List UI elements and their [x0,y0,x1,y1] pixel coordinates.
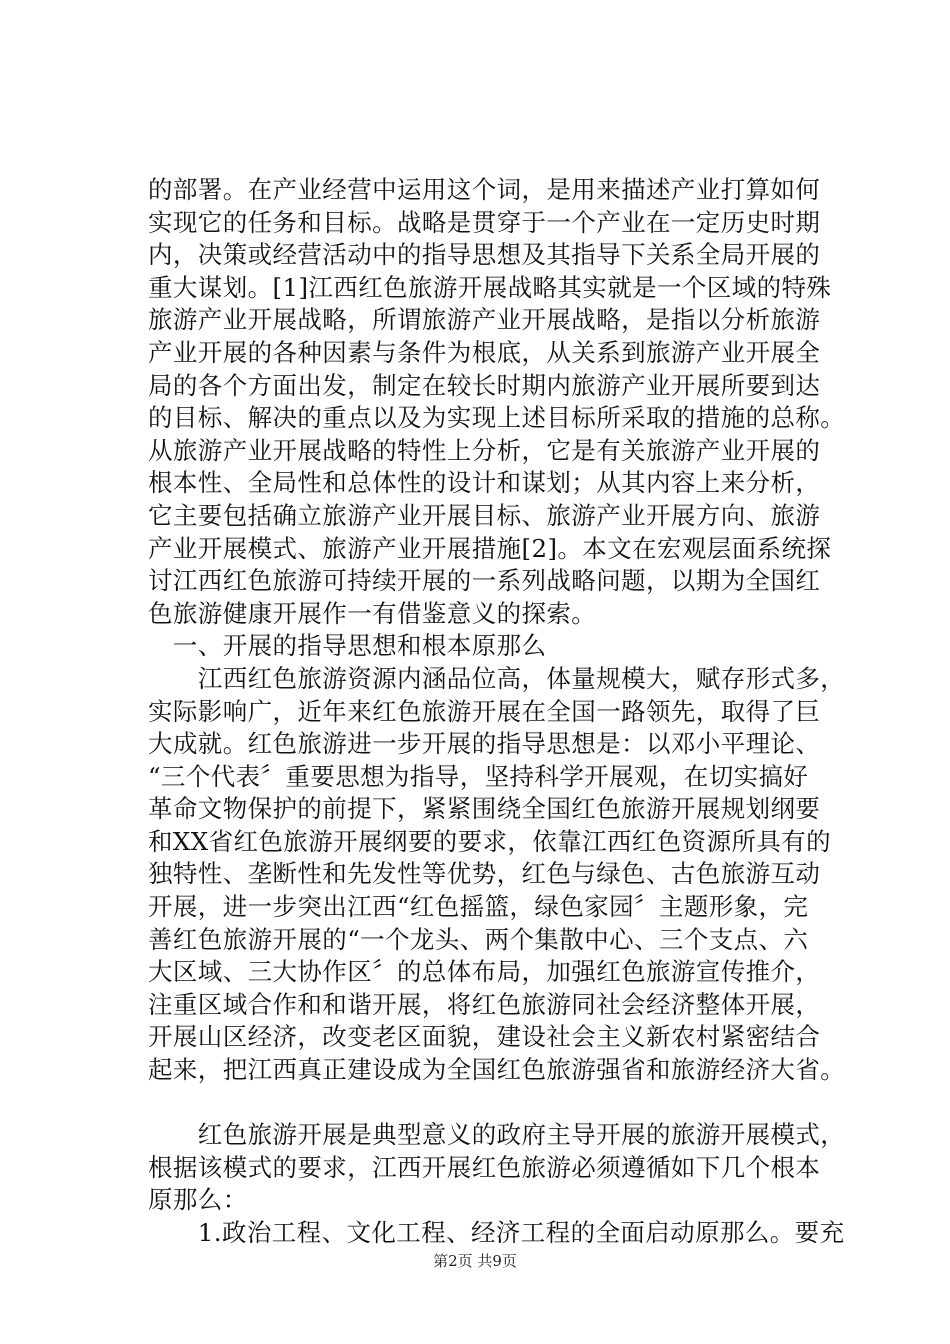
text-line: 大区域、三大协作区〞的总体布局，加强红色旅游宣传推介， [148,957,821,987]
page-indicator: 第2页 共9页 [433,1252,517,1270]
text-line: 大成就。红色旅游进一步开展的指导思想是：以邓小平理论、 [148,729,821,759]
text-line: 江西红色旅游资源内涵品位高，体量规模大，赋存形式多， [148,663,846,693]
text-line: 独特性、垄断性和先发性等优势，红色与绿色、古色旅游互动 [148,859,821,889]
text-line: 红色旅游开展是典型意义的政府主导开展的旅游开展模式， [148,1120,846,1150]
text-line: 色旅游健康开展作一有借鉴意义的探索。 [148,598,597,628]
text-line: 产业开展模式、旅游产业开展措施[2]。本文在宏观层面系统探 [148,533,832,563]
text-line: 1.政治工程、文化工程、经济工程的全面启动原那么。要充 [148,1218,845,1247]
text-line: 它主要包括确立旅游产业开展目标、旅游产业开展方向、旅游 [148,500,821,530]
text-line: 根本性、全局性和总体性的设计和谋划；从其内容上来分析， [148,468,821,498]
text-line: 开展山区经济，改变老区面貌，建设社会主义新农村紧密结合 [148,1022,821,1052]
text-line: 革命文物保护的前提下，紧紧围绕全国红色旅游开展规划纲要 [148,794,821,824]
blank-line [148,1087,834,1120]
text-line: 根据该模式的要求，江西开展红色旅游必须遵循如下几个根本 [148,1152,821,1182]
text-line: 内，决策或经营活动中的指导思想及其指导下关系全局开展的 [148,240,821,270]
text-line: 从旅游产业开展战略的特性上分析，它是有关旅游产业开展的 [148,435,821,465]
section-heading: 一、开展的指导思想和根本原那么 [148,631,547,661]
text-line: 善红色旅游开展的“一个龙头、两个集散中心、三个支点、六 [148,924,809,954]
text-line: 旅游产业开展战略，所谓旅游产业开展战略，是指以分析旅游 [148,305,821,335]
text-line: “三个代表〞重要思想为指导，坚持科学开展观，在切实搞好 [148,761,809,791]
text-line: 产业开展的各种因素与条件为根底，从关系到旅游产业开展全 [148,337,821,367]
text-line: 的部署。在产业经营中运用这个词，是用来描述产业打算如何 [148,175,821,204]
text-line: 注重区域合作和和谐开展，将红色旅游同社会经济整体开展， [148,989,821,1019]
text-line: 实际影响广，近年来红色旅游开展在全国一路领先，取得了巨 [148,696,821,726]
text-line: 原那么： [148,1185,248,1215]
text-line: 重大谋划。[1]江西红色旅游开展战略其实就是一个区域的特殊 [148,272,832,302]
text-line: 讨江西红色旅游可持续开展的一系列战略问题，以期为全国红 [148,566,821,596]
text-line: 和XX省红色旅游开展纲要的要求，依靠江西红色资源所具有的 [148,826,832,856]
text-line: 的目标、解决的重点以及为实现上述目标所采取的措施的总称。 [148,403,846,433]
text-line: 局的各个方面出发，制定在较长时期内旅游产业开展所要到达 [148,370,821,400]
text-line: 起来，把江西真正建设成为全国红色旅游强省和旅游经济大省。 [148,1055,846,1085]
text-line: 实现它的任务和目标。战略是贯穿于一个产业在一定历史时期 [148,207,821,237]
document-body [148,174,846,1250]
text-line: 开展，进一步突出江西“红色摇篮，绿色家园〞主题形象，完 [148,892,809,922]
